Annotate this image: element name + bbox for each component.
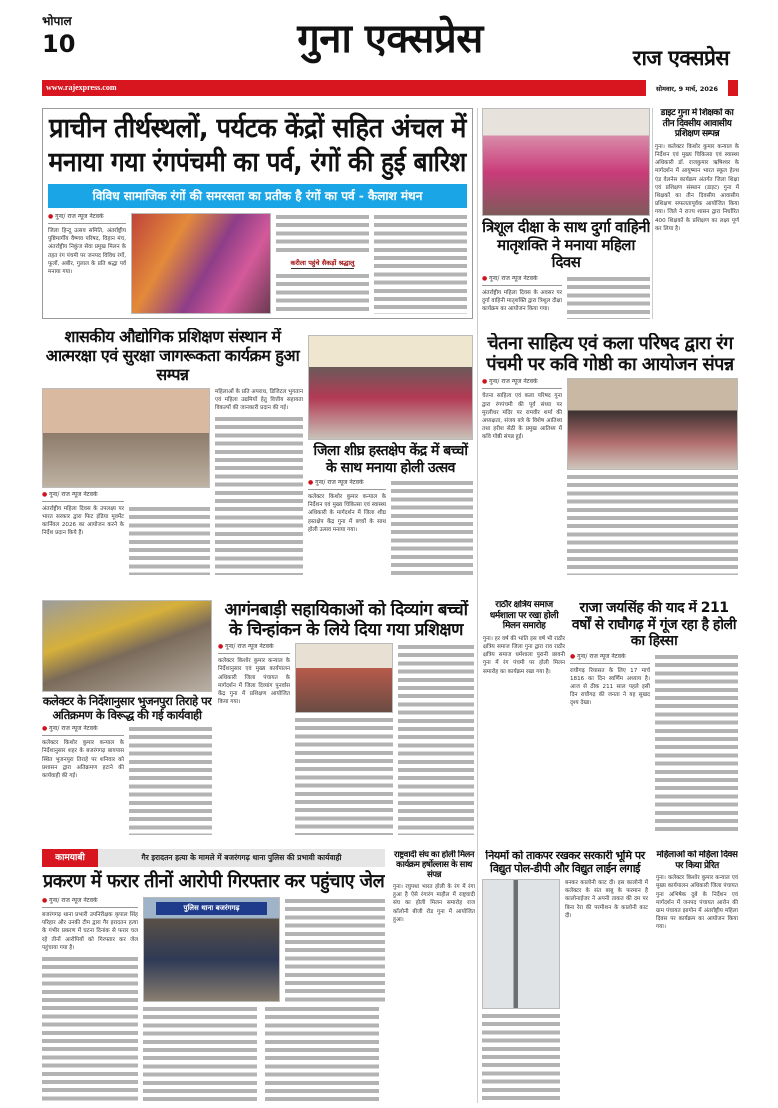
encroach-body: कलेक्टर किशोर कुमार कन्याल के निर्देशानुसार शहर के बजरंगगढ़ बायपास स्थित भुजनपुरा तिराहे पर शनिवार को प्रशासन द्वारा अतिक्रमण हटाने की कार्यवाही की गई। [42, 740, 124, 779]
diet-story [655, 108, 739, 319]
crime-body-text [143, 1005, 385, 1104]
raja-col-1 [570, 653, 650, 835]
crime-photo-row [143, 897, 385, 1002]
anganwadi-body: कलेक्टर किशोर कुमार कन्याल के निर्देशानुसार एवं मुख्य कार्यपालन अधिकारी जिला पंचायत के मार्गदर्शन में जिला दिव्यांग पुनर्वास केंद्र गुना में प्रशिक्षण आयोजित किया गया। [218, 658, 290, 706]
page-number: 10 [42, 30, 76, 58]
chetna-col-2 [567, 378, 738, 575]
lead-body: जिला हिन्दू उत्सव समिति, अंतर्राष्ट्रीय पुष्टिमार्गीय वैष्णव परिषद, विहान मंच, अंतर्राष्ट्रीय निकुंज सेवा प्रमुख मिलन के तहत रंग पंचमी पर जनपद विविध रंगों, फूलों, अबीर, गुलाल के प्रति श्रद्धा पर्व मनाया गया। [48, 228, 126, 276]
lead-crosshead: करीला पहुंचे सैकड़ों श्रद्धालु [290, 258, 355, 267]
iti-body-row [42, 388, 303, 575]
anganwadi-headline: आगंनबाड़ी सहायिकाओं को दिव्यांग बच्चों के चिन्हांकन के लिये दिया गया प्रशिक्षण [224, 600, 468, 641]
chetna-photo [567, 378, 738, 470]
byline: ● गुना/ राज न्यूज नेटवर्क [42, 491, 124, 502]
anganwadi-body-text [295, 716, 393, 835]
crime-kicker [98, 849, 385, 867]
encroach-photo [42, 600, 212, 692]
holi-children-story [308, 335, 473, 575]
rathore-story [483, 600, 565, 835]
iti-photo [42, 388, 210, 488]
nationalist-story [393, 850, 475, 1104]
crime-headline-text: प्रकरण में फरार तीनों आरोपी गिरफ्तार कर पहुंचाए जेल [42, 871, 385, 892]
iti-body-text [129, 505, 210, 575]
holi-children-col-1 [308, 479, 386, 575]
lead-body-text [374, 213, 467, 314]
lead-headline-2-text: मनाया गया रंगपंचमी का पर्व, रंगों की हुई बारिश [48, 147, 467, 178]
byline: ● गुना/ राज न्यूज नेटवर्क [42, 897, 138, 908]
crime-kicker-text: गैर इरादतन हत्या के मामले में बजरंगगढ़ थाना पुलिस की प्रभावी कार्यवाही [141, 853, 342, 862]
crime-col-2 [143, 897, 385, 1104]
electric-col-1 [482, 879, 560, 1104]
lead-body-text [276, 272, 369, 315]
byline: ● गुना/ राज न्यूज नेटवर्क [570, 653, 650, 664]
lead-photo [131, 213, 271, 314]
women-body: गुना। कलेक्टर किशोर कुमार कन्याल एवं मुख्य कार्यपालन अधिकारी जिला पंचायत गुना अभिषेक दुबे के निर्देशन एवं मार्गदर्शन में जनपद पंचायत आरोन की ग्राम पंचायत झागोन में अंतर्राष्ट्रीय महिला दिवस पर कार्यक्रम का आयोजन किया गया। [656, 875, 738, 931]
lead-col-3 [276, 213, 369, 314]
iti-body-text [215, 415, 303, 575]
anganwadi-story [218, 600, 474, 835]
holi-children-body-text [391, 479, 473, 575]
red-bar [42, 80, 646, 96]
women-story [656, 850, 738, 1104]
electric-body-text [482, 1012, 560, 1104]
chetna-body-text [567, 473, 738, 575]
electric-body: बनकर कालोनी काट दी। इस कालोनी में कलेक्टर के संत बाबू के फरमान है कालोनाईजर ने अपनी ताकत की दम पर बिना रेरा की परमीशन के कालोनी काट दी। [565, 879, 648, 919]
holi-children-photo [308, 335, 473, 440]
durga-photo [482, 108, 650, 216]
kicker-strip [42, 849, 385, 867]
byline: ● गुना/ राज न्यूज नेटवर्क [482, 275, 562, 286]
durga-story [482, 108, 650, 319]
crime-body: बजरंगगढ़ थाना प्रभारी उपनिरीक्षक कृपाल सिंह परिहार और उनकी टीम द्वारा गैर इरादतन हत्या के गंभीर प्रकरण में घटना दिनांक से फरार चल रहे तीनों आरोपियों को गिरफ्तार कर जेल पहुंचाया गया है। [42, 912, 138, 951]
brand-logo [622, 46, 740, 71]
crime-photo [143, 897, 280, 1002]
encroach-story [42, 600, 212, 835]
raja-headline: राजा जयसिंह की याद में 211 वर्षों से राघौगढ़ में गूंज रहा है होली का हिस्सा [571, 600, 737, 650]
iti-body-2: अंतर्राष्ट्रीय महिला दिवस के उपलक्ष्य पर भारत सरकार द्वारा फिट इंडिया मूवमेंट कार्निवल 2026 का आयोजन करने के निर्देश प्रदान किये हैं। [42, 505, 124, 537]
crime-body-text [285, 897, 385, 1002]
crime-body-row [42, 897, 385, 1104]
crime-tag: कामयाबी [42, 849, 98, 867]
rathore-headline: राठौर क्षत्रिय समाज धर्मशाला पर रखा होली मिलन समारोह [489, 600, 559, 632]
encroach-col-1 [42, 725, 124, 835]
women-headline: महिलाओं को महिला दिवस पर किया प्रेरित [656, 850, 738, 871]
iti-lower-row [42, 505, 210, 575]
raja-body-text [655, 653, 738, 835]
iti-body: महिलाओं के प्रति अपराध, डिजिटल भुगतान एवं महिला उद्यमियों हेतु वित्तीय सहायता विकल्पों की जानकारी प्रदान की गई। [215, 388, 303, 412]
lead-story [42, 108, 473, 319]
crime-headline [42, 870, 385, 894]
chetna-story [482, 333, 738, 575]
anganwadi-body-row [218, 643, 474, 835]
crime-col-1 [42, 897, 138, 1104]
durga-body-text [567, 275, 650, 319]
column-divider [477, 108, 478, 1103]
durga-body: अंतर्राष्ट्रीय महिला दिवस के अवसर पर दुर्गा वाहिनी मातृशक्ति द्वारा त्रिशूल दीक्षा कार्यक्रम का आयोजन किया गया। [482, 290, 562, 313]
page-date-text: सोमवार, 9 मार्च, 2026 [656, 85, 718, 93]
lead-headline-1-text: प्राचीन तीर्थस्थलों, पर्यटक केंद्रों सहित अंचल में [49, 113, 466, 144]
electric-body-row [482, 879, 648, 1104]
brand-logo-text: राज एक्सप्रेस [632, 46, 730, 70]
iti-col-1 [42, 388, 210, 575]
column-divider [652, 108, 653, 319]
masthead-text: गुना एक्सप्रेस [297, 16, 483, 62]
lead-col-1 [48, 213, 126, 314]
iti-col-2 [215, 388, 303, 575]
iti-headline: शासकीय औद्योगिक प्रशिक्षण संस्थान में आत्मरक्षा एवं सुरक्षा जागरूकता कार्यक्रम हुआ सम्पन्न [45, 328, 300, 384]
nationalist-body: गुना। रघुपथा भारत होली के रंग में रंगा हुआ है ऐसे रंगारंग माहौल में राष्ट्रवादी संघ का होली मिलन समारोह राज कॉलोनी बीजी रोड गुना में आयोजित हुआ। [393, 884, 475, 923]
lead-headline-2 [48, 147, 467, 179]
byline: ● गुना/ राज न्यूज नेटवर्क [48, 213, 126, 224]
anganwadi-col-1 [218, 643, 290, 835]
raja-story [570, 600, 738, 835]
raja-body: राघौगढ़ रियासत के लिए 17 मार्च 1816 का दिन स्वर्णिम अध्याय है। आज से ठीक 211 साल पहले इसी दिन राघौगढ़ की जनता ने यह सुखद दृश्य देखा। [570, 667, 650, 707]
anganwadi-col-2 [295, 643, 393, 835]
anganwadi-body-text [398, 643, 474, 835]
rathore-body: गुना। हर वर्ष की भांति इस वर्ष भी राठौर क्षत्रिय समाज जिला गुना द्वारा राव राठौर क्षत्रिय समाज धर्मशाला पुरानी छावनी गुना में रंग पंचमी पर होली मिलन समारोह का कार्यक्रम रखा गया है। [483, 635, 565, 675]
nationalist-headline: राष्ट्रवादी संघ का होली मिलन कार्यक्रम हर्षोल्लास के साथ संपन्न [393, 850, 475, 881]
crime-story [42, 849, 385, 1104]
chetna-headline: चेतना साहित्य एवं कला परिषद द्वारा रंग पंचमी पर कवि गोष्ठी का आयोजन संपन्न [486, 333, 734, 376]
page-date [650, 84, 724, 93]
lead-subhead [48, 184, 467, 208]
encroach-body-text [129, 725, 212, 835]
byline: ● गुना/ राज न्यूज नेटवर्क [482, 378, 562, 389]
durga-col-1 [482, 275, 562, 319]
police-station-sign: पुलिस थाना बजरंगगढ़ [156, 902, 267, 915]
holi-children-body-row [308, 479, 473, 575]
encroach-headline: कलेक्टर के निर्देशानुसार भुजनपुरा तिराहे पर अतिक्रमण के विरूद्ध की गई कार्यवाही [42, 694, 212, 722]
red-square [728, 80, 738, 96]
encroach-body-row [42, 725, 212, 835]
holi-children-headline: जिला शीघ्र हस्तक्षेप केंद्र में बच्चों के साथ मनाया होली उत्सव [313, 443, 468, 476]
website-link[interactable]: www.rajexpress.com [46, 83, 117, 92]
iti-story [42, 328, 303, 575]
byline: ● गुना/ राज न्यूज नेटवर्क [308, 479, 386, 490]
diet-headline: डाइट गुना में शिक्षकों का तीन दिवसीय आवासीय प्रशिक्षण सम्पन्न [660, 108, 734, 140]
crime-body-text [42, 955, 138, 1104]
lead-body-text [276, 213, 369, 256]
lead-subhead-text: विविध सामाजिक रंगों की समरसता का प्रतीक है रंगों का पर्व - कैलाश मंथन [92, 189, 423, 203]
holi-children-body: कलेक्टर किशोर कुमार कन्याल के निर्देशन एवं मुख्य चिकित्सा एवं स्वास्थ्य अधिकारी के मार्गदर्शन में जिला शीघ्र हस्तक्षेप केंद्र गुना में बच्चों के साथ होली उत्सव मनाया गया। [308, 494, 386, 533]
byline: ● गुना/ राज न्यूज नेटवर्क [218, 643, 290, 654]
chetna-body: चेतना साहित्य एवं कला परिषद गुना द्वारा रंगपंचमी की पूर्व संध्या पर मुरलीधर मंदिर पर रामवीर शर्मा की अध्यक्षता, संजय बत्रे के विशेष आतिथ्य तथा हरीश सेठी के प्रमुख आतिथ्य में कवि गोष्ठी संपन्न हुई। [482, 393, 562, 441]
chetna-col-1 [482, 378, 562, 575]
byline: ● गुना/ राज न्यूज नेटवर्क [42, 725, 124, 736]
page-city: भोपाल [42, 14, 72, 28]
anganwadi-photo [295, 643, 393, 713]
diet-body: गुना। कलेक्टर किशोर कुमार कन्याल के निर्देशन एवं मुख्य चिकित्सा एवं स्वास्थ्य अधिकारी डॉ. राजकुमार ऋषिश्वर के मार्गदर्शन में आयुष्मान भारत स्कूल हेल्थ एंड वेलनेस कार्यक्रम अंतर्गत जिला शिक्षा एवं प्रशिक्षण संस्थान (डाइट) गुना में शिक्षकों का तीन दिवसीय आवासीय प्रशिक्षण सफलतापूर्वक आयोजित किया गया। जिले ने राज्य शासन द्वारा निर्धारित 400 शिक्षकों के प्रशिक्षण का लक्ष्य पूर्ण कर लिया है। [655, 143, 739, 232]
chetna-body-row [482, 378, 738, 575]
durga-headline: त्रिशूल दीक्षा के साथ दुर्गा वाहिनी मातृशक्ति ने मनाया महिला दिवस [482, 218, 650, 272]
electric-headline: नियमों को ताकपर रखकर सरकारी भूमि पर विद्युत पोल-डीपी और विद्युत लाईन लगाई [485, 850, 645, 875]
raja-body-row [570, 653, 738, 835]
masthead [250, 16, 530, 63]
electric-story [482, 850, 648, 1104]
lead-body-row [48, 213, 467, 314]
electric-pole-photo [482, 879, 560, 1009]
lead-headline-1 [48, 113, 467, 145]
durga-body-row [482, 275, 650, 319]
